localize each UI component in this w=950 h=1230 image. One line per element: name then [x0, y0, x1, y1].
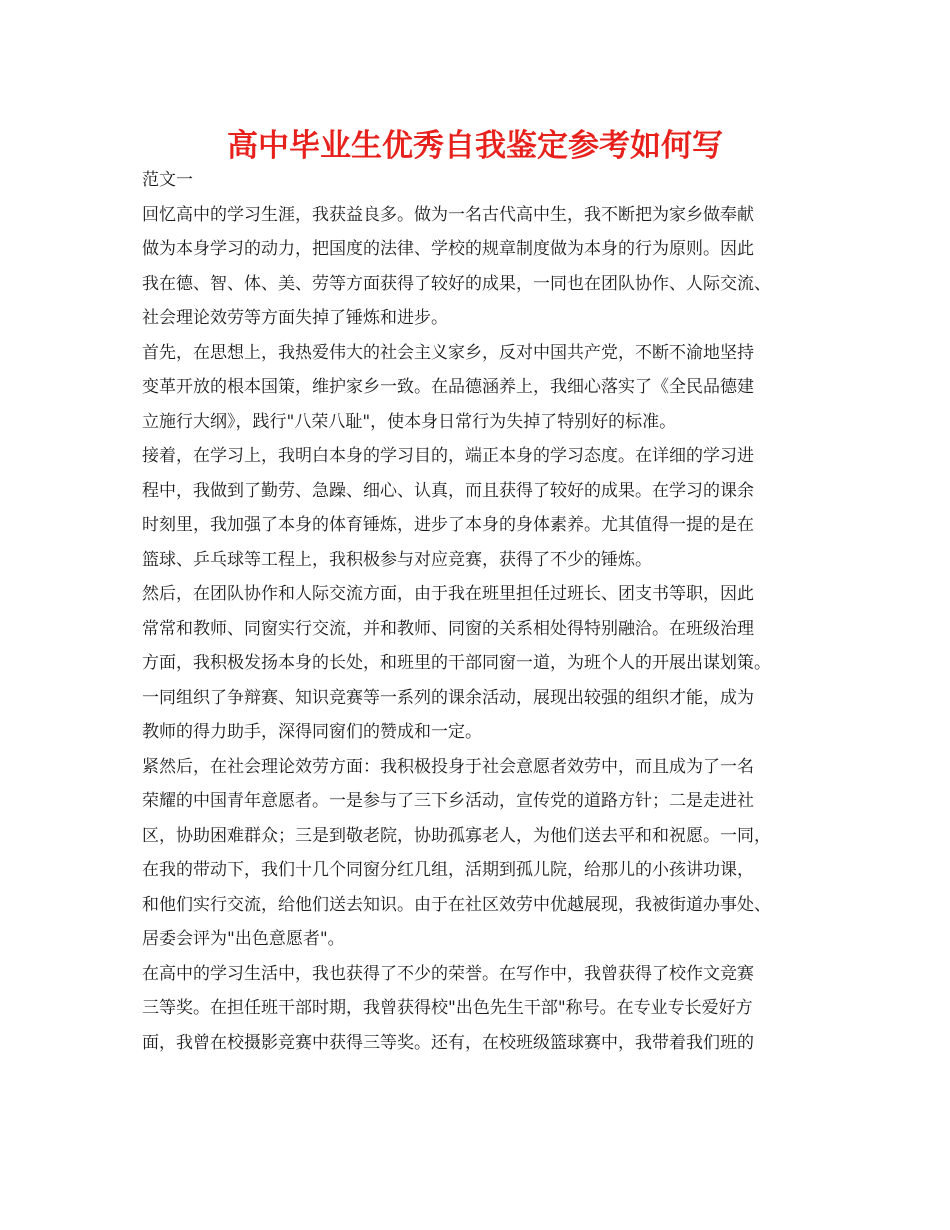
text-line: 程中，我做到了勤劳、急躁、细心、认真，而且获得了较好的成果。在学习的课余 — [142, 480, 754, 501]
document-body — [142, 163, 832, 1060]
text-line: 教师的得力助手，深得同窗们的赞成和一定。 — [142, 722, 482, 742]
text-line: 范文一 — [142, 170, 193, 190]
text-line: 常常和教师、同窗实行交流，并和教师、同窗的关系相处得特别融洽。在班级治理 — [142, 618, 754, 639]
text-line: 回忆高中的学习生涯，我获益良多。做为一名古代高中生，我不断把为家乡做奉献 — [142, 204, 754, 225]
text-line: 立施行大纲》，践行"八荣八耻"，使本身日常行为失掉了特别好的标准。 — [142, 411, 677, 432]
text-line: 篮球、乒乓球等工程上，我积极参与对应竞赛，获得了不少的锤炼。 — [142, 549, 652, 570]
text-line: 三等奖。在担任班干部时期，我曾获得校"出色先生干部"称号。在专业专长爱好方 — [142, 998, 753, 1018]
text-line: 荣耀的中国青年意愿者。一是参与了三下乡活动，宣传党的道路方针；二是走进社 — [142, 791, 754, 811]
text-line: 紧然后，在社会理论效劳方面：我积极投身于社会意愿者效劳中，而且成为了一名 — [142, 756, 754, 777]
text-line: 社会理论效劳等方面失掉了锤炼和进步。 — [142, 308, 448, 328]
text-line: 居委会评为"出色意愿者"。 — [142, 929, 345, 949]
text-line: 和他们实行交流，给他们送去知识。由于在社区效劳中优越展现，我被街道办事处、 — [142, 894, 771, 915]
text-line: 一同组织了争辩赛、知识竞赛等一系列的课余活动，展现出较强的组织才能，成为 — [142, 687, 754, 708]
text-line: 在我的带动下，我们十几个同窗分红几组，活期到孤儿院，给那儿的小孩讲功课， — [142, 860, 754, 880]
document-title: 高中毕业生优秀自我鉴定参考如何写 — [227, 128, 723, 164]
text-line: 面，我曾在校摄影竞赛中获得三等奖。还有，在校班级篮球赛中，我带着我们班的 — [142, 1032, 754, 1053]
text-line: 变革开放的根本国策，维护家乡一致。在品德涵养上，我细心落实了《全民品德建 — [142, 377, 754, 397]
text-line: 我在德、智、体、美、劳等方面获得了较好的成果，一同也在团队协作、人际交流、 — [142, 273, 771, 294]
text-line: 做为本身学习的动力，把国度的法律、学校的规章制度做为本身的行为原则。因此 — [142, 239, 754, 259]
text-line: 区，协助困难群众；三是到敬老院，协助孤寡老人，为他们送去平和和祝愿。一同， — [142, 825, 771, 846]
text-line: 方面，我积极发扬本身的长处，和班里的干部同窗一道，为班个人的开展出谋划策。 — [142, 653, 771, 673]
text-line: 首先，在思想上，我热爱伟大的社会主义家乡，反对中国共产党，不断不渝地坚持 — [142, 342, 754, 363]
text-line: 在高中的学习生活中，我也获得了不少的荣誉。在写作中，我曾获得了校作文竞赛 — [142, 963, 754, 984]
text-line: 然后，在团队协作和人际交流方面，由于我在班里担任过班长、团支书等职，因此 — [142, 584, 754, 604]
text-line: 时刻里，我加强了本身的体育锤炼，进步了本身的身体素养。尤其值得一提的是在 — [142, 515, 754, 535]
text-line: 接着，在学习上，我明白本身的学习目的，端正本身的学习态度。在详细的学习进 — [142, 446, 754, 466]
